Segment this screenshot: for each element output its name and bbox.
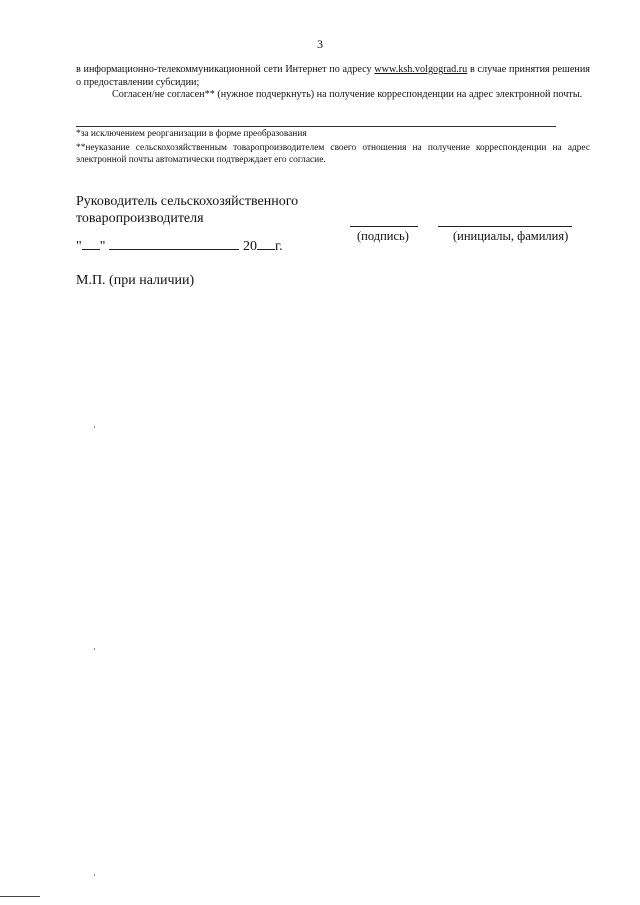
- day-field-blank[interactable]: [82, 236, 100, 250]
- name-field-line[interactable]: [438, 226, 572, 227]
- year-prefix: 20: [242, 239, 257, 254]
- corner-rule: [0, 896, 40, 897]
- scan-speck: [94, 648, 95, 650]
- signatory-label: [76, 193, 298, 227]
- year-field-blank[interactable]: [257, 236, 275, 250]
- signature-caption: (подпись): [357, 229, 409, 243]
- website-link[interactable]: www.ksh.volgograd.ru: [374, 64, 468, 75]
- footnote-2: **неуказание сельскохозяйственным товаропроизводителем своего отношения на получение корреспонденции на адрес электронной почты автоматически подтверждает его согласие.: [76, 143, 590, 165]
- name-caption: (инициалы, фамилия): [453, 229, 569, 243]
- body-paragraph-website-suffix: в случае принятия решения о предоставлении субсидии;: [76, 64, 590, 88]
- date-open-quote: ": [76, 239, 82, 254]
- scan-speck: [94, 874, 95, 876]
- footnote-1: *за исключением реорганизации в форме преобразования: [76, 129, 307, 139]
- date-row: [76, 236, 283, 255]
- body-paragraph-website-prefix: в информационно-телекоммуникационной сети Интернет по адресу: [76, 64, 375, 75]
- scan-speck: [94, 426, 95, 428]
- month-field-blank[interactable]: [109, 236, 239, 250]
- stamp-label: М.П. (при наличии): [76, 273, 195, 288]
- year-suffix: г.: [274, 239, 283, 254]
- signature-field-line[interactable]: [350, 226, 418, 227]
- body-paragraph-email-consent: Согласен/не согласен** (нужное подчеркнуть) на получение корреспонденции на адрес электронной почты.: [112, 89, 583, 100]
- footnote-divider: [76, 126, 556, 127]
- body-paragraph-website: [76, 64, 590, 89]
- date-close-quote: ": [99, 239, 106, 254]
- page-number: 3: [317, 37, 323, 51]
- signatory-label-line-1: Руководитель сельскохозяйственного: [76, 194, 299, 209]
- signatory-label-line-2: товаропроизводителя: [76, 211, 204, 226]
